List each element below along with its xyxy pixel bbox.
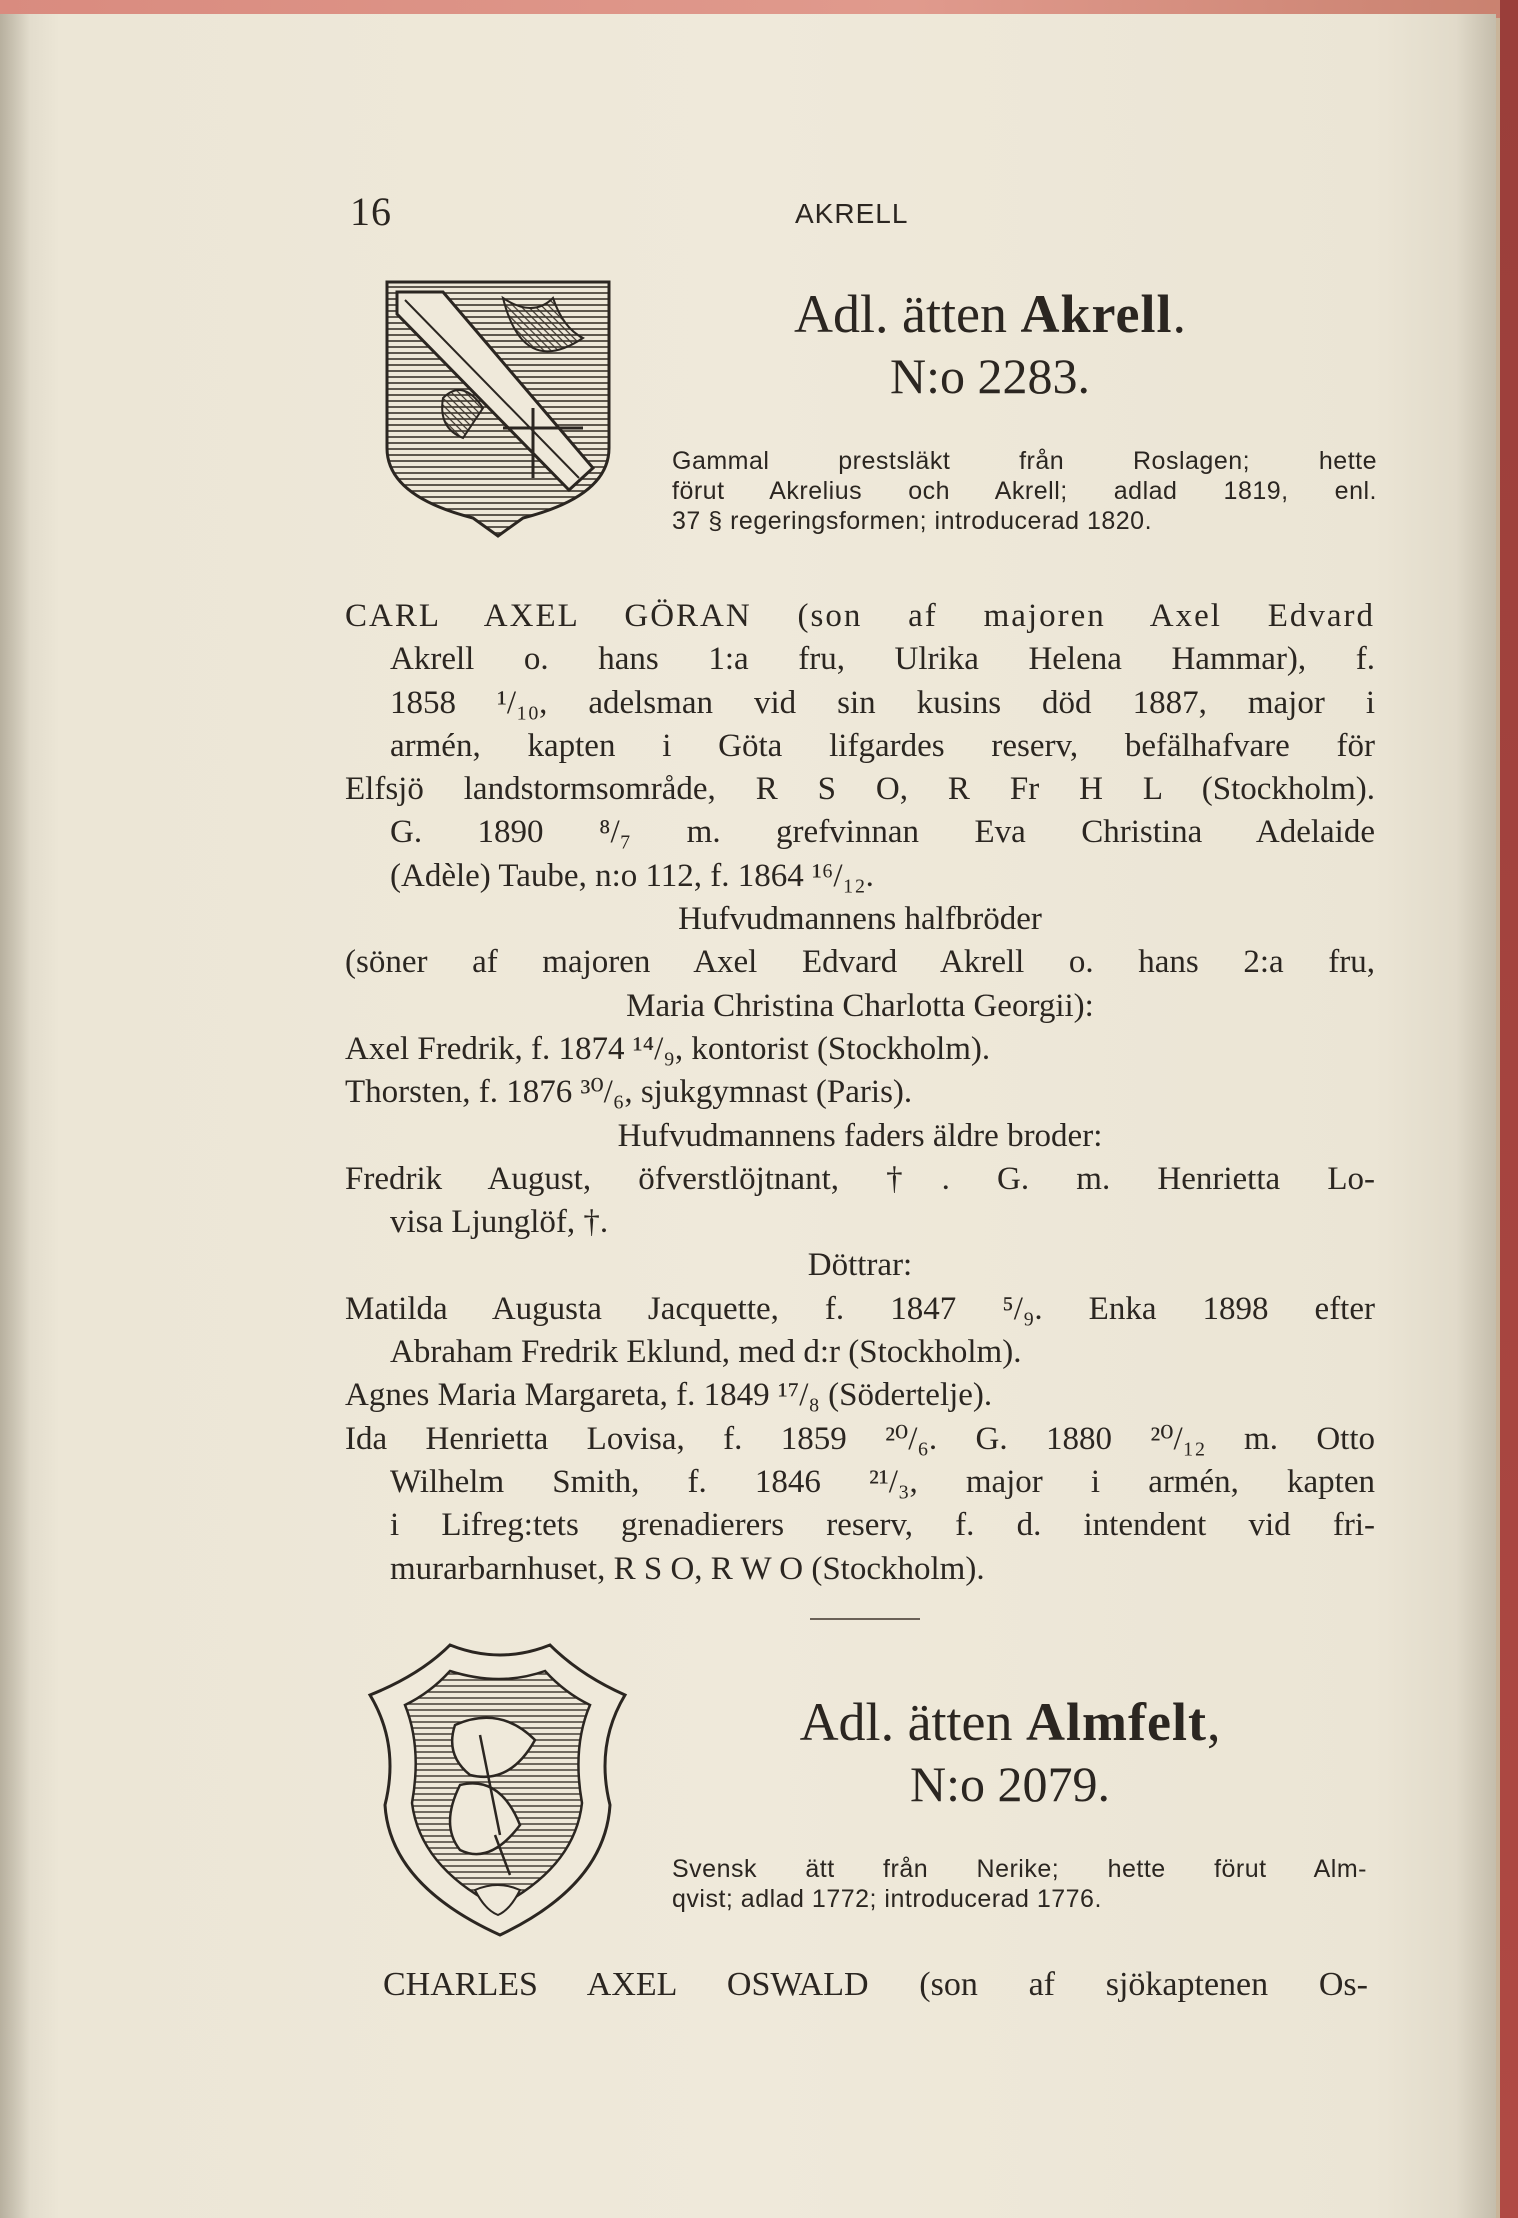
elder-brother-line: visa Ljunglöf, †. bbox=[390, 1204, 609, 1241]
book-edge-right bbox=[1500, 0, 1518, 2218]
akrell-origin-line: Gammal prestsläkt från Roslagen; hette bbox=[672, 447, 1377, 475]
running-head bbox=[350, 188, 1380, 238]
almfelt-heading bbox=[770, 1690, 1250, 1814]
akrell-origin-line: 37 § regeringsformen; introducerad 1820. bbox=[672, 507, 1153, 535]
halfbrothers-parent-line: (söner af majoren Axel Edvard Akrell o. hans 2:a fru, bbox=[345, 944, 1375, 981]
head-line: armén, kapten i Göta lifgardes reserv, befälhafvare för bbox=[390, 727, 1375, 764]
halfbrother-line: Axel Fredrik, f. 1874 ¹⁴/₉, kontorist (Stockholm). bbox=[345, 1030, 991, 1067]
akrell-title-prefix: Adl. ätten bbox=[794, 284, 1007, 344]
head-line: CARL AXEL GÖRAN (son af majoren Axel Edvard bbox=[345, 598, 1375, 634]
halfbrother-line: Thorsten, f. 1876 ³⁰/₆, sjukgymnast (Paris). bbox=[345, 1074, 913, 1111]
almfelt-origin-line: qvist; adlad 1772; introducerad 1776. bbox=[672, 1885, 1102, 1913]
head-line: G. 1890 ⁸/₇ m. grefvinnan Eva Christina Adelaide bbox=[390, 814, 1375, 851]
almfelt-number: N:o 2079. bbox=[910, 1756, 1110, 1812]
head-line: Elfsjö landstormsområde, R S O, R Fr H L (Stockholm). bbox=[345, 771, 1375, 808]
akrell-entry bbox=[345, 595, 1375, 1591]
akrell-heading bbox=[740, 282, 1240, 406]
akrell-title-name: Akrell bbox=[1020, 284, 1173, 344]
daughter-line: murarbarnhuset, R S O, R W O (Stockholm). bbox=[390, 1550, 985, 1587]
almfelt-origin bbox=[672, 1854, 1367, 1914]
head-line: (Adèle) Taube, n:o 112, f. 1864 ¹⁶/₁₂. bbox=[390, 857, 874, 894]
akrell-origin-line: förut Akrelius och Akrell; adlad 1819, enl. bbox=[672, 477, 1377, 505]
head-line: Akrell o. hans 1:a fru, Ulrika Helena Hammar), f. bbox=[390, 641, 1375, 678]
page-left-shade bbox=[0, 14, 30, 2218]
akrell-title bbox=[740, 282, 1240, 346]
daughter-line: Abraham Fredrik Eklund, med d:r (Stockholm). bbox=[390, 1334, 1022, 1371]
akrell-origin bbox=[672, 446, 1377, 536]
daughter-line: Agnes Maria Margareta, f. 1849 ¹⁷/₈ (Södertelje). bbox=[345, 1377, 993, 1414]
running-title: AKRELL bbox=[795, 198, 909, 229]
almfelt-origin-line: Svensk ätt från Nerike; hette förut Alm- bbox=[672, 1855, 1367, 1883]
section-divider bbox=[810, 1618, 920, 1620]
almfelt-first-line: CHARLES AXEL OSWALD (son af sjökaptenen Os- bbox=[383, 1966, 1368, 2003]
page-number: 16 bbox=[350, 189, 392, 234]
elder-brother-line: Fredrik August, öfverstlöjtnant, †. G. m. Henrietta Lo- bbox=[345, 1160, 1375, 1197]
akrell-number: N:o 2283. bbox=[890, 348, 1090, 404]
almfelt-title bbox=[770, 1690, 1250, 1754]
almfelt-title-name: Almfelt bbox=[1026, 1692, 1207, 1752]
almfelt-title-prefix: Adl. ätten bbox=[799, 1692, 1013, 1752]
daughters-heading: Döttrar: bbox=[807, 1247, 913, 1284]
akrell-title-suffix: . bbox=[1172, 284, 1186, 344]
gutter-shadow bbox=[1456, 14, 1496, 2218]
head-line: 1858 ¹/₁₀, adelsman vid sin kusins död 1887, major i bbox=[390, 684, 1375, 721]
coat-of-arms-akrell-icon bbox=[383, 278, 613, 540]
halfbrothers-parent-line: Maria Christina Charlotta Georgii): bbox=[626, 987, 1094, 1024]
daughter-line: Wilhelm Smith, f. 1846 ²¹/₃, major i armén, kapten bbox=[390, 1463, 1375, 1500]
almfelt-title-suffix: , bbox=[1206, 1692, 1221, 1752]
daughter-line: i Lifreg:tets grenadierers reserv, f. d. intendent vid fri- bbox=[390, 1507, 1375, 1544]
daughter-line: Ida Henrietta Lovisa, f. 1859 ²⁰/₆. G. 1880 ²⁰/₁₂ m. Otto bbox=[345, 1420, 1375, 1457]
coat-of-arms-almfelt-icon bbox=[360, 1635, 635, 1943]
daughter-line: Matilda Augusta Jacquette, f. 1847 ⁵/₉. Enka 1898 efter bbox=[345, 1290, 1375, 1327]
halfbrothers-heading: Hufvudmannens halfbröder bbox=[678, 901, 1042, 938]
elder-brother-heading: Hufvudmannens faders äldre broder: bbox=[617, 1117, 1103, 1154]
